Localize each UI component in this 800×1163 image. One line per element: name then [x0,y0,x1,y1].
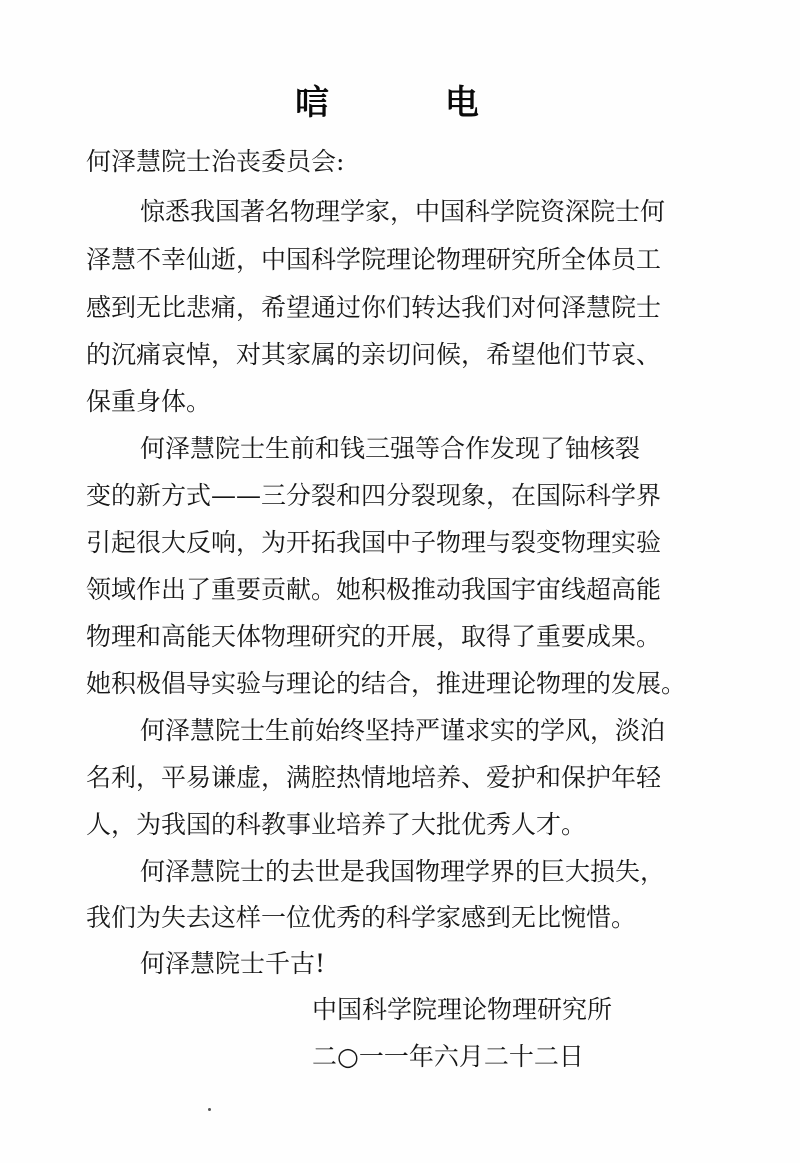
paragraph-2-line: 她积极倡导实验与理论的结合，推进理论物理的发展。 [86,669,687,698]
paragraph-2-line: 领域作出了重要贡献。她积极推动我国宇宙线超高能 [86,575,662,604]
paragraph-3-line: 名利，平易谦虚，满腔热情地培养、爱护和保护年轻 [86,763,662,792]
paragraph-1-line: 感到无比悲痛，希望通过你们转达我们对何泽慧院士 [86,293,662,322]
closing-line: 何泽慧院士千古! [140,949,326,978]
paragraph-1-line: 的沉痛哀悼，对其家属的亲切问候，希望他们节哀、 [86,340,662,369]
paragraph-2-line: 物理和高能天体物理研究的开展，取得了重要成果。 [86,622,662,651]
salutation: 何泽慧院士治丧委员会: [86,147,345,176]
signature-organization: 中国科学院理论物理研究所 [312,995,613,1024]
paragraph-3-line: 何泽慧院士生前始终坚持严谨求实的学风，淡泊 [140,716,666,745]
paragraph-2-line: 变的新方式——三分裂和四分裂现象，在国际科学界 [86,481,662,510]
paragraph-4-line: 我们为失去这样一位优秀的科学家感到无比惋惜。 [86,903,637,932]
paragraph-1-line: 惊悉我国著名物理学家，中国科学院资深院士何 [140,197,666,226]
paragraph-2-line: 何泽慧院士生前和钱三强等合作发现了铀核裂 [140,434,641,463]
document-title: 唁 电 [295,83,531,123]
signature-date: 二○一一年六月二十二日 [312,1042,584,1071]
paragraph-3-line: 人，为我国的科教事业培养了大批优秀人才。 [86,810,587,839]
paragraph-1-line: 保重身体。 [86,387,212,416]
paragraph-2-line: 引起很大反响，为开拓我国中子物理与裂变物理实验 [86,528,662,557]
scan-speck [208,1108,211,1111]
paragraph-1-line: 泽慧不幸仙逝，中国科学院理论物理研究所全体员工 [86,245,662,274]
paragraph-4-line: 何泽慧院士的去世是我国物理学界的巨大损失， [140,857,666,886]
